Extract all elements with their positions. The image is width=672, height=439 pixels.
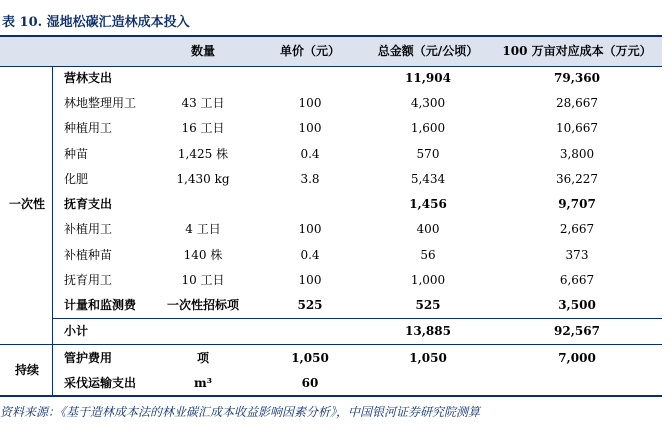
cell-item: 化肥 [64, 172, 89, 186]
cell-per-million: 2,667 [559, 222, 595, 236]
group-label-ongoing: 持续 [14, 363, 40, 377]
cell-per-million: 36,227 [556, 172, 598, 186]
cell-total: 13,885 [405, 324, 451, 338]
cell-per-million: 28,667 [556, 96, 598, 110]
group-divider [52, 66, 53, 395]
cell-qty: 项 [196, 351, 210, 365]
cell-item: 小计 [64, 324, 89, 338]
bottom-rule [0, 395, 662, 397]
cell-per-million: 79,360 [554, 71, 600, 85]
cell-unit-price: 60 [301, 376, 319, 390]
cell-total: 4,300 [410, 96, 446, 110]
cell-qty: 16 工日 [181, 121, 225, 135]
cell-unit-price: 3.8 [300, 172, 320, 186]
cell-item: 种植用工 [64, 121, 113, 135]
cell-per-million: 92,567 [554, 324, 600, 338]
cell-per-million: 3,800 [559, 147, 595, 161]
cell-unit-price: 100 [298, 121, 322, 135]
cell-qty: m³ [194, 376, 212, 390]
group-label-one-time: 一次性 [8, 197, 46, 211]
ongoing-top-rule [0, 344, 662, 345]
cell-unit-price: 525 [297, 298, 323, 312]
cell-per-million: 7,000 [558, 351, 596, 365]
cell-total: 1,000 [410, 273, 446, 287]
cell-unit-price: 100 [298, 273, 322, 287]
cell-total: 1,456 [409, 197, 447, 211]
cell-item: 管护费用 [64, 351, 113, 365]
header-qty: 数量 [190, 44, 216, 58]
cell-item: 种苗 [64, 147, 89, 161]
cell-item: 补植用工 [64, 222, 113, 236]
cell-total: 570 [416, 147, 440, 161]
table-title: 表 10. 湿地松碳汇造林成本投入 [2, 15, 190, 30]
header-unit-price: 单价（元） [279, 44, 341, 58]
subtotal-top-rule [52, 318, 662, 319]
cell-total: 5,434 [410, 172, 446, 186]
cell-total: 56 [420, 248, 436, 262]
header-total: 总金额（元/公顷） [377, 44, 479, 58]
cell-qty: 1,425 株 [177, 147, 229, 161]
cell-per-million: 373 [565, 248, 589, 262]
cell-qty: 一次性招标项 [166, 298, 240, 312]
cell-item: 营林支出 [64, 71, 113, 85]
cell-unit-price: 0.4 [300, 248, 320, 262]
cell-per-million: 9,707 [558, 197, 596, 211]
cell-unit-price: 100 [298, 222, 322, 236]
cell-total: 11,904 [405, 71, 451, 85]
cell-qty: 140 株 [183, 248, 223, 262]
cell-qty: 43 工日 [181, 96, 225, 110]
cell-qty: 10 工日 [181, 273, 225, 287]
cell-item: 计量和监测费 [64, 298, 137, 312]
cell-per-million: 6,667 [559, 273, 595, 287]
cell-total: 1,600 [410, 121, 446, 135]
cell-unit-price: 100 [298, 96, 322, 110]
cell-item: 林地整理用工 [64, 96, 137, 110]
header-per-million: 100 万亩对应成本（万元） [502, 44, 652, 58]
cell-per-million: 3,500 [558, 298, 596, 312]
cell-item: 抚育用工 [64, 273, 113, 287]
cell-unit-price: 0.4 [300, 147, 320, 161]
cell-total: 1,050 [409, 351, 447, 365]
footnote: 资料来源：《基于造林成本法的林业碳汇成本收益影响因素分析》，中国银河证券研究院测算 [0, 405, 481, 419]
cell-qty: 1,430 kg [176, 172, 230, 186]
header-bottom-rule [0, 66, 662, 67]
cell-item: 抚育支出 [64, 197, 113, 211]
cell-per-million: 10,667 [556, 121, 598, 135]
cell-item: 采伐运输支出 [64, 376, 137, 390]
cell-total: 400 [416, 222, 440, 236]
cell-unit-price: 1,050 [291, 351, 329, 365]
cell-total: 525 [415, 298, 441, 312]
cell-qty: 4 工日 [185, 222, 221, 236]
cell-item: 补植种苗 [64, 248, 113, 262]
